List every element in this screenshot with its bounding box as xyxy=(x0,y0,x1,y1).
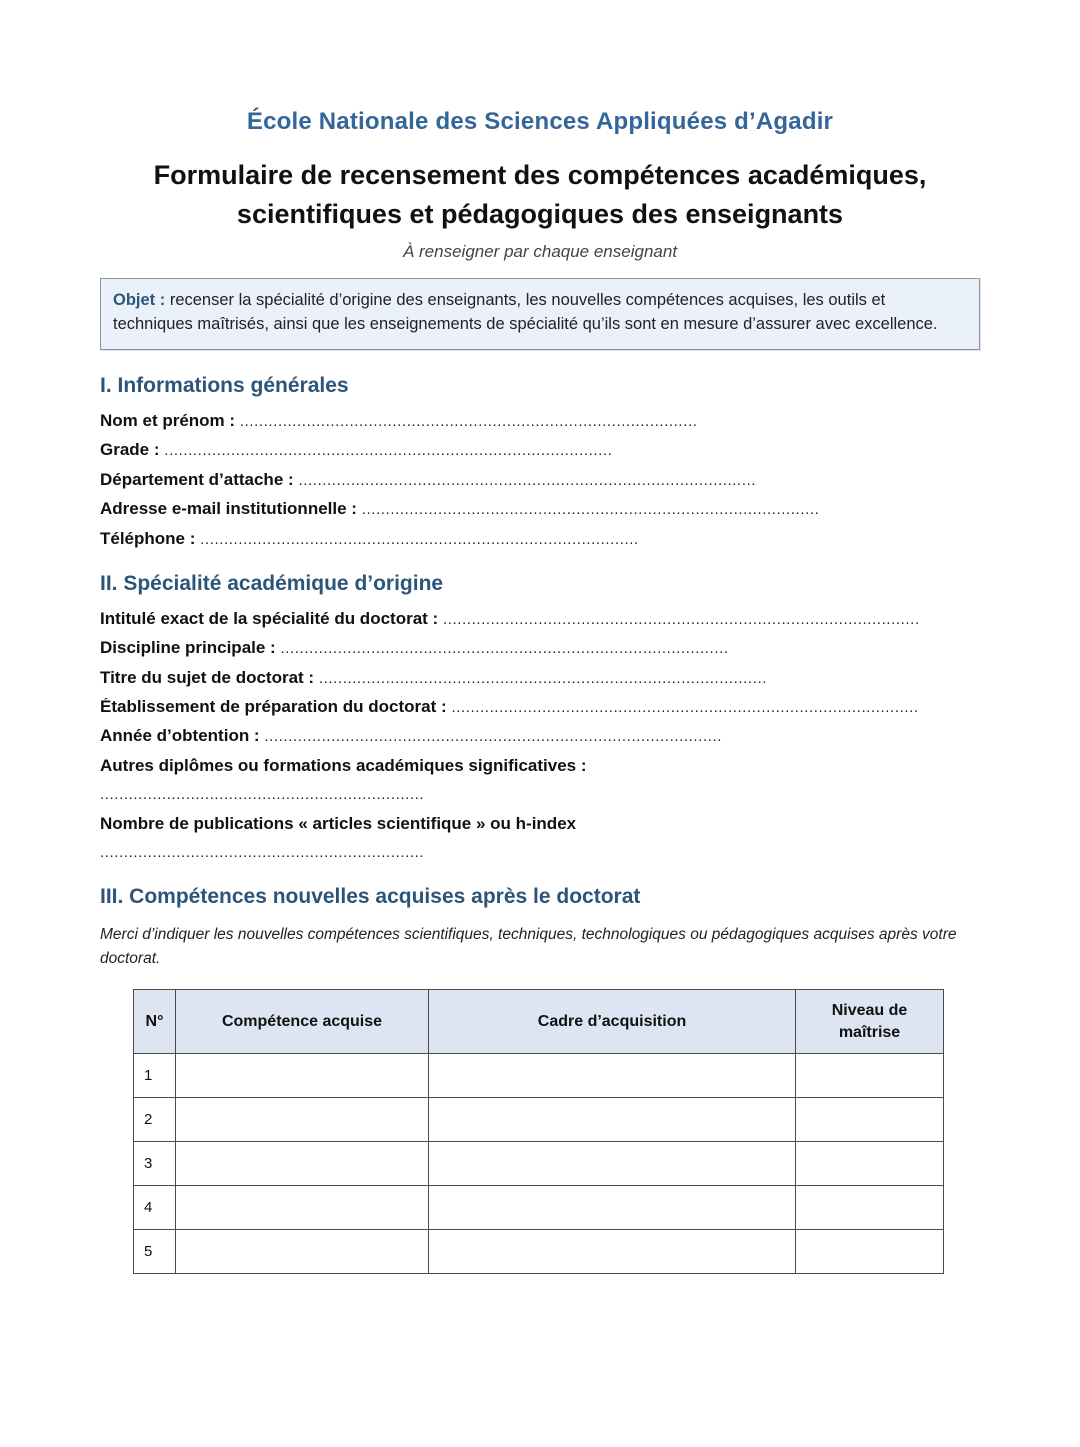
section-2-heading: II. Spécialité académique d’origine xyxy=(100,571,444,595)
column-header-niveau: Niveau de maîtrise xyxy=(796,990,944,1054)
field-email xyxy=(100,500,980,518)
field-intitule-doctorat-fill: .................................................................................................... xyxy=(438,610,920,628)
field-grade-label: Grade : xyxy=(100,441,160,460)
cadre-cell xyxy=(429,1186,796,1230)
field-autres-diplomes xyxy=(100,757,980,775)
competences-table xyxy=(133,989,944,1274)
cadre-cell xyxy=(429,1054,796,1098)
competence-cell xyxy=(176,1142,429,1186)
column-header-competence: Compétence acquise xyxy=(176,990,429,1054)
field-autres-diplomes-fill: .................................................................... xyxy=(100,786,425,804)
field-telephone-fill: ............................................................................................ xyxy=(195,530,639,548)
section-3-note: Merci d’indiquer les nouvelles compétences scientifiques, techniques, technologiques ou pédagogiques acquises après votre doctorat. xyxy=(100,926,957,968)
field-titre-sujet xyxy=(100,669,980,687)
field-intitule-doctorat-label: Intitulé exact de la spécialité du doctorat : xyxy=(100,609,439,628)
field-etablissement xyxy=(100,698,980,716)
field-telephone-label: Téléphone : xyxy=(100,529,196,548)
row-number-cell: 4 xyxy=(134,1186,176,1230)
field-titre-sujet-label: Titre du sujet de doctorat : xyxy=(100,668,315,687)
competence-cell xyxy=(176,1054,429,1098)
table-row xyxy=(134,1230,944,1274)
niveau-cell xyxy=(796,1186,944,1230)
field-telephone xyxy=(100,530,980,548)
field-nom-prenom-fill: ................................................................................................ xyxy=(235,413,698,431)
field-nom-prenom-label: Nom et prénom : xyxy=(100,412,236,431)
row-number-cell: 3 xyxy=(134,1142,176,1186)
cadre-cell xyxy=(429,1098,796,1142)
field-autres-diplomes-label: Autres diplômes ou formations académiques significatives : xyxy=(100,756,587,775)
niveau-cell xyxy=(796,1054,944,1098)
competence-cell xyxy=(176,1186,429,1230)
niveau-cell xyxy=(796,1230,944,1274)
niveau-cell xyxy=(796,1098,944,1142)
field-email-fill: ................................................................................................ xyxy=(356,501,820,519)
objet-box xyxy=(100,278,980,350)
column-header-numero: N° xyxy=(134,990,176,1054)
field-publications-label: Nombre de publications « articles scientifique » ou h-index xyxy=(100,815,577,834)
competence-cell xyxy=(176,1098,429,1142)
field-departement-label: Département d’attache : xyxy=(100,470,294,489)
field-grade-fill: .............................................................................................. xyxy=(159,442,613,460)
row-number-cell: 5 xyxy=(134,1230,176,1274)
row-number-cell: 2 xyxy=(134,1098,176,1142)
table-header-row xyxy=(134,990,944,1054)
table-row xyxy=(134,1186,944,1230)
objet-label: Objet : xyxy=(113,291,166,310)
field-publications xyxy=(100,815,980,833)
form-title xyxy=(100,156,980,234)
field-discipline xyxy=(100,639,980,657)
field-grade xyxy=(100,441,980,459)
table-row xyxy=(134,1054,944,1098)
school-title: École Nationale des Sciences Appliquées d’Agadir xyxy=(246,108,834,135)
field-intitule-doctorat xyxy=(100,610,980,628)
field-email-label: Adresse e-mail institutionnelle : xyxy=(100,500,357,519)
row-number-cell: 1 xyxy=(134,1054,176,1098)
table-row xyxy=(134,1098,944,1142)
cadre-cell xyxy=(429,1230,796,1274)
field-departement-fill: ................................................................................................ xyxy=(293,471,757,489)
field-etablissement-label: Établissement de préparation du doctorat : xyxy=(100,698,447,716)
column-header-cadre: Cadre d’acquisition xyxy=(429,990,796,1054)
field-annee-obtention-fill: ................................................................................................ xyxy=(259,728,723,746)
form-subtitle: À renseigner par chaque enseignant xyxy=(402,242,678,262)
cadre-cell xyxy=(429,1142,796,1186)
competence-cell xyxy=(176,1230,429,1274)
field-nom-prenom xyxy=(100,412,980,430)
form-title-line2: scientifiques et pédagogiques des enseignants xyxy=(236,199,844,230)
section-3-heading: III. Compétences nouvelles acquises après le doctorat xyxy=(100,885,641,909)
field-publications-fill: .................................................................... xyxy=(100,844,425,862)
field-etablissement-fill: .................................................................................................. xyxy=(446,699,919,716)
field-titre-sujet-fill: .............................................................................................. xyxy=(314,669,768,687)
field-discipline-fill: .............................................................................................. xyxy=(275,640,729,658)
table-row xyxy=(134,1142,944,1186)
form-title-line1: Formulaire de recensement des compétences académiques, xyxy=(153,160,927,190)
field-annee-obtention-label: Année d’obtention : xyxy=(100,727,260,746)
field-discipline-label: Discipline principale : xyxy=(100,639,276,658)
field-annee-obtention xyxy=(100,727,980,745)
field-departement xyxy=(100,471,980,489)
objet-text: recenser la spécialité d’origine des enseignants, les nouvelles compétences acquises, les outils et techniques maîtrisés, ainsi que les enseignements de spécialité qu’ils sont en mesure d’assurer avec excellence. xyxy=(113,291,938,334)
niveau-cell xyxy=(796,1142,944,1186)
section-1-heading: I. Informations générales xyxy=(100,374,349,398)
